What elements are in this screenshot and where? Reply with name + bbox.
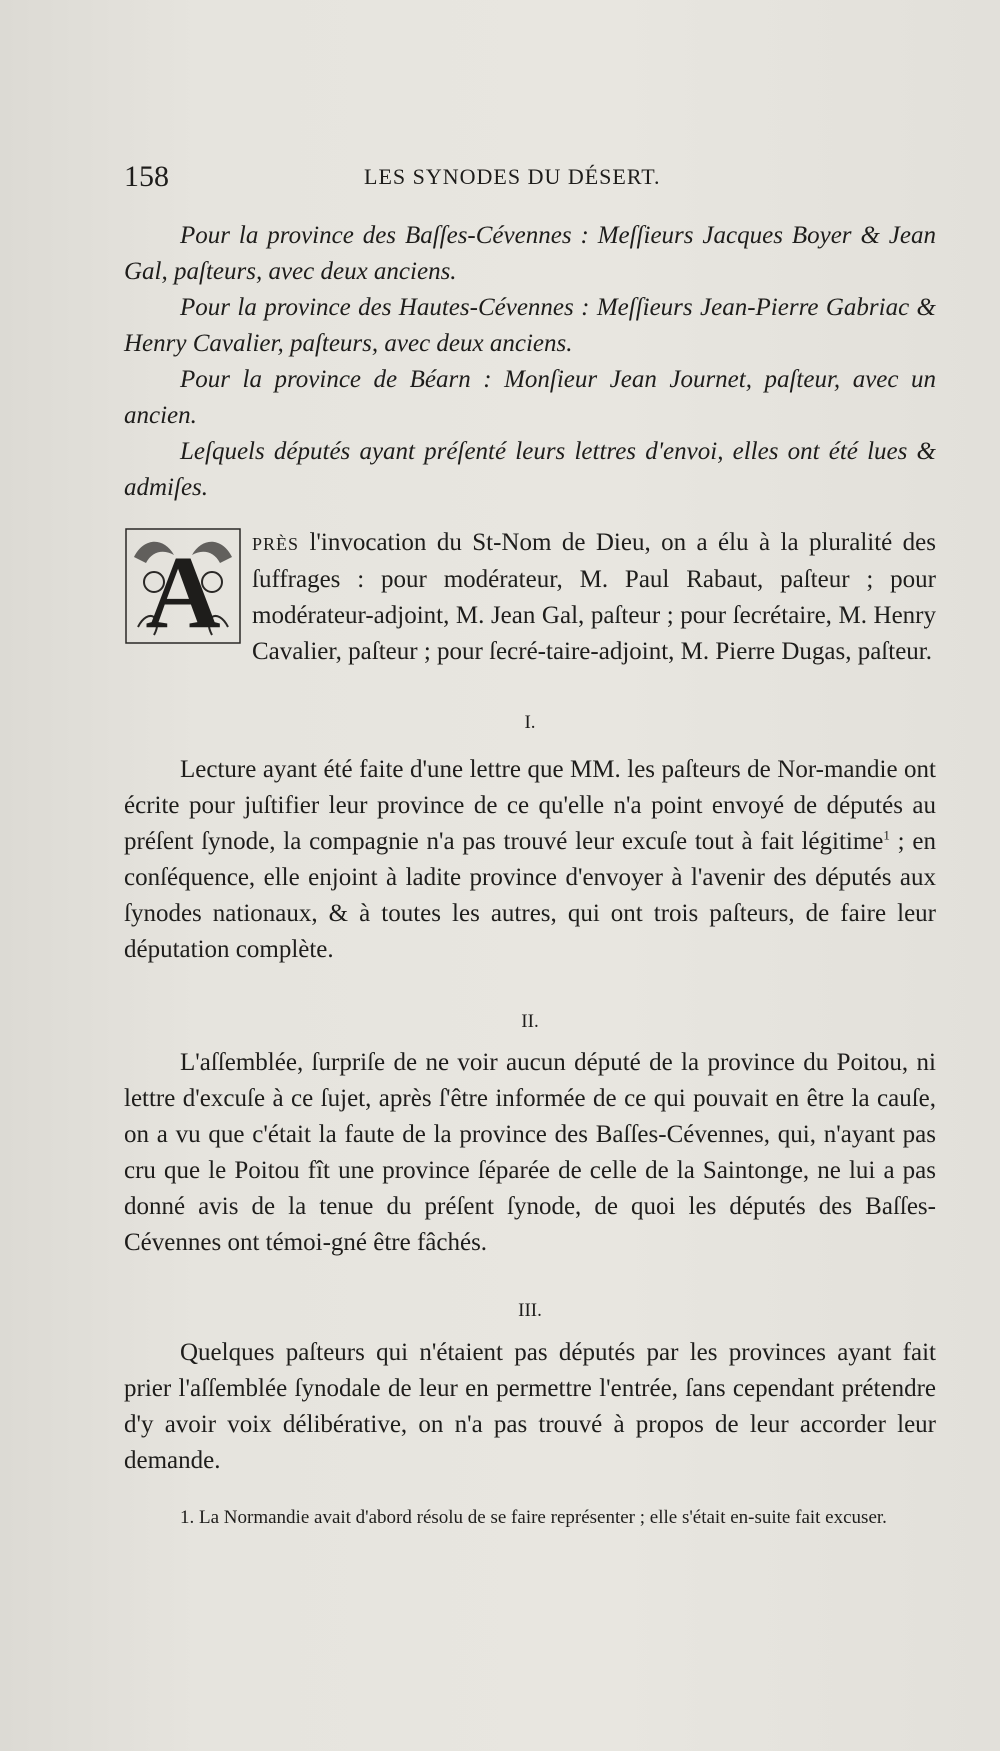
footnote-ref: 1 — [883, 827, 890, 843]
deputies-list — [124, 218, 936, 506]
section-number-2: II. — [521, 1011, 539, 1032]
section-number-3: III. — [518, 1300, 542, 1321]
section-1-text-part: ; en conſéquence, elle enjoint à ladite province d'envoyer à l'avenir des députés aux ſynodes nationaux, & à toutes les autres, qui ont trois paſteurs, de faire leur députation complète. — [124, 828, 936, 963]
opening-paragraph — [124, 525, 936, 670]
footnote — [124, 1505, 936, 1531]
dropcap-letter: A — [145, 535, 221, 645]
page-header — [124, 160, 944, 200]
deputy-entry-bearn: Pour la province de Béarn : Monſieur Jean Journet, paſteur, avec un ancien. — [124, 366, 936, 429]
deputies-admitted-note: Leſquels députés ayant préſenté leurs lettres d'envoi, elles ont été lues & admiſes. — [124, 438, 936, 501]
section-1-text-part: Lecture ayant été faite d'une lettre que MM. les paſteurs de Nor-mandie ont écrite pour juſtifier leur province de ce qu'elle n'a point envoyé de députés au préſent ſynode, la compagnie n'a pas trouvé leur excuſe tout à fait légitime — [124, 756, 936, 855]
footnote-text: La Normandie avait d'abord résolu de se faire représenter ; elle s'était en-suite fait excuser. — [194, 1507, 887, 1528]
opening-text: l'invocation du St-Nom de Dieu, on a élu à la pluralité des ſuffrages : pour modérateur, M. Paul Rabaut, paſteur ; pour modérateur-adjoint, M. Jean Gal, paſteur ; pour ſecrétaire, M. Henry Cavalier, paſteur ; pour ſecré-taire-adjoint, M. Pierre Dugas, paſteur. — [252, 529, 936, 665]
opening-smallcaps: PRÈS — [252, 534, 300, 554]
section-number-1: I. — [524, 712, 536, 733]
deputy-entry-hautes-cevennes: Pour la province des Hautes-Cévennes : Meſſieurs Jean-Pierre Gabriac & Henry Cavalier, paſteurs, avec deux anciens. — [124, 294, 936, 357]
ornamental-dropcap-icon — [124, 527, 242, 645]
section-1-text — [124, 752, 936, 968]
deputy-entry-basses-cevennes: Pour la province des Baſſes-Cévennes : Meſſieurs Jacques Boyer & Jean Gal, paſteurs, avec deux anciens. — [124, 222, 936, 285]
section-3-text: Quelques paſteurs qui n'étaient pas députés par les provinces ayant fait prier l'aſſemblée ſynodale de leur en permettre l'entrée, ſans cependant prétendre d'y avoir voix délibérative, on n'a pas trouvé à propos de leur accorder leur demande. — [124, 1339, 936, 1474]
page-number: 158 — [124, 160, 169, 193]
section-2-text: L'aſſemblée, ſurpriſe de ne voir aucun député de la province du Poitou, ni lettre d'excuſe à ce ſujet, après ſ'être informée de ce qui pouvait en être la cauſe, on a vu que c'était la faute de la province des Baſſes-Cévennes, qui, n'ayant pas cru que le Poitou fît une province ſéparée de celle de la Saintonge, ne lui a pas donné avis de la tenue du préſent ſynode, de quoi les députés des Baſſes-Cévennes ont témoi-gné être fâchés. — [124, 1049, 936, 1256]
running-title: LES SYNODES DU DÉSERT. — [364, 164, 661, 189]
footnote-number: 1. — [180, 1507, 195, 1528]
